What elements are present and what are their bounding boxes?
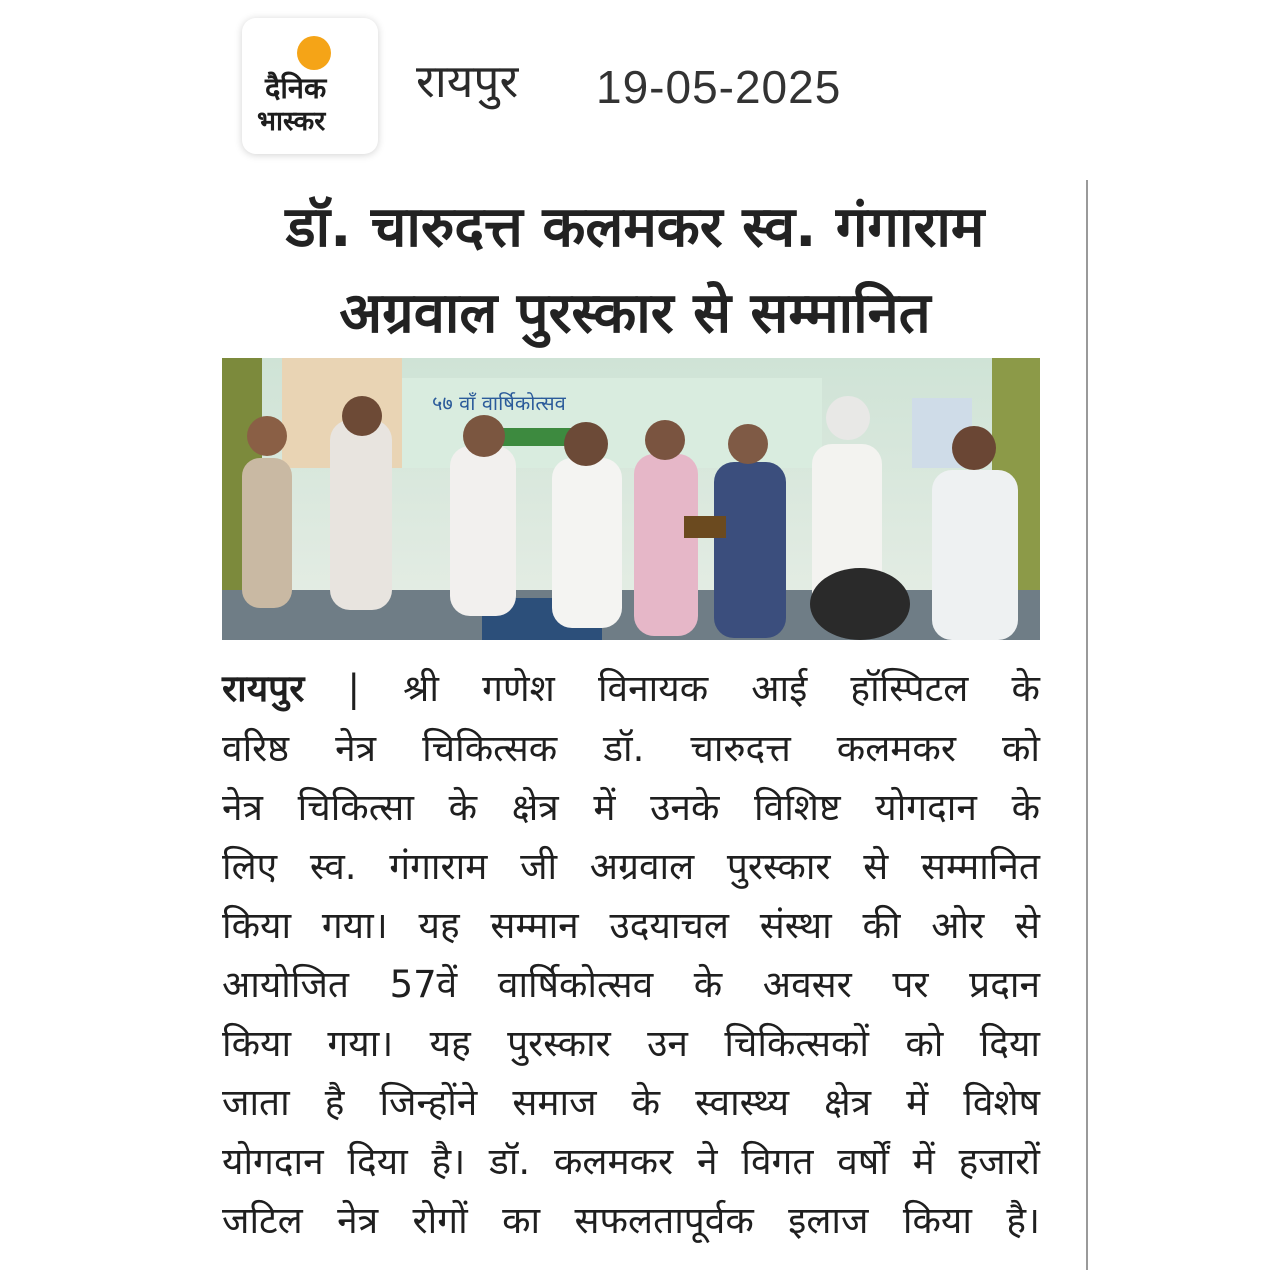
logo-text-line-1: दैनिक	[265, 71, 327, 105]
body-line-8: जाता है जिन्होंने समाज के स्वास्थ्य क्षेत्र में विशेष	[222, 1081, 1040, 1124]
news-photo	[222, 358, 1040, 640]
body-line-5: किया गया। यह सम्मान उदयाचल संस्था की ओर से	[222, 904, 1040, 947]
logo-text-line-2: भास्कर	[257, 106, 326, 137]
body-line-3: नेत्र चिकित्सा के क्षेत्र में उनके विशिष्ट योगदान के	[222, 786, 1040, 829]
body-line-7: किया गया। यह पुरस्कार उन चिकित्सकों को दिया	[222, 1022, 1040, 1065]
body-line-1	[222, 667, 1040, 710]
body-line-9: योगदान दिया है। डॉ. कलमकर ने विगत वर्षों में हजारों	[222, 1140, 1040, 1183]
city-label: रायपुर	[416, 54, 519, 108]
body-line-6: आयोजित 57वें वार्षिकोत्सव के अवसर पर प्रदान	[222, 963, 1040, 1006]
body-line-10: जटिल नेत्र रोगों का सफलतापूर्वक इलाज किया है।	[222, 1199, 1040, 1242]
headline-line-1: डॉ. चारुदत्त कलमकर स्व. गंगाराम	[285, 195, 985, 260]
column-divider	[1086, 180, 1088, 1270]
publication-date: 19-05-2025	[596, 61, 842, 113]
headline-line-2: अग्रवाल पुरस्कार से सम्मानित	[339, 281, 931, 346]
sun-icon	[297, 36, 331, 70]
body-line-4: लिए स्व. गंगाराम जी अग्रवाल पुरस्कार से सम्मानित	[222, 845, 1040, 888]
body-line-2: वरिष्ठ नेत्र चिकित्सक डॉ. चारुदत्त कलमकर को	[222, 727, 1040, 770]
award-ceremony-photo	[222, 358, 1040, 640]
photo-banner-text: ५७ वाँ वार्षिकोत्सव	[432, 391, 566, 415]
dateline: रायपुर	[222, 667, 305, 710]
body-line-1-text: श्री गणेश विनायक आई हॉस्पिटल के	[403, 667, 1040, 710]
dateline-divider: |	[304, 667, 404, 710]
